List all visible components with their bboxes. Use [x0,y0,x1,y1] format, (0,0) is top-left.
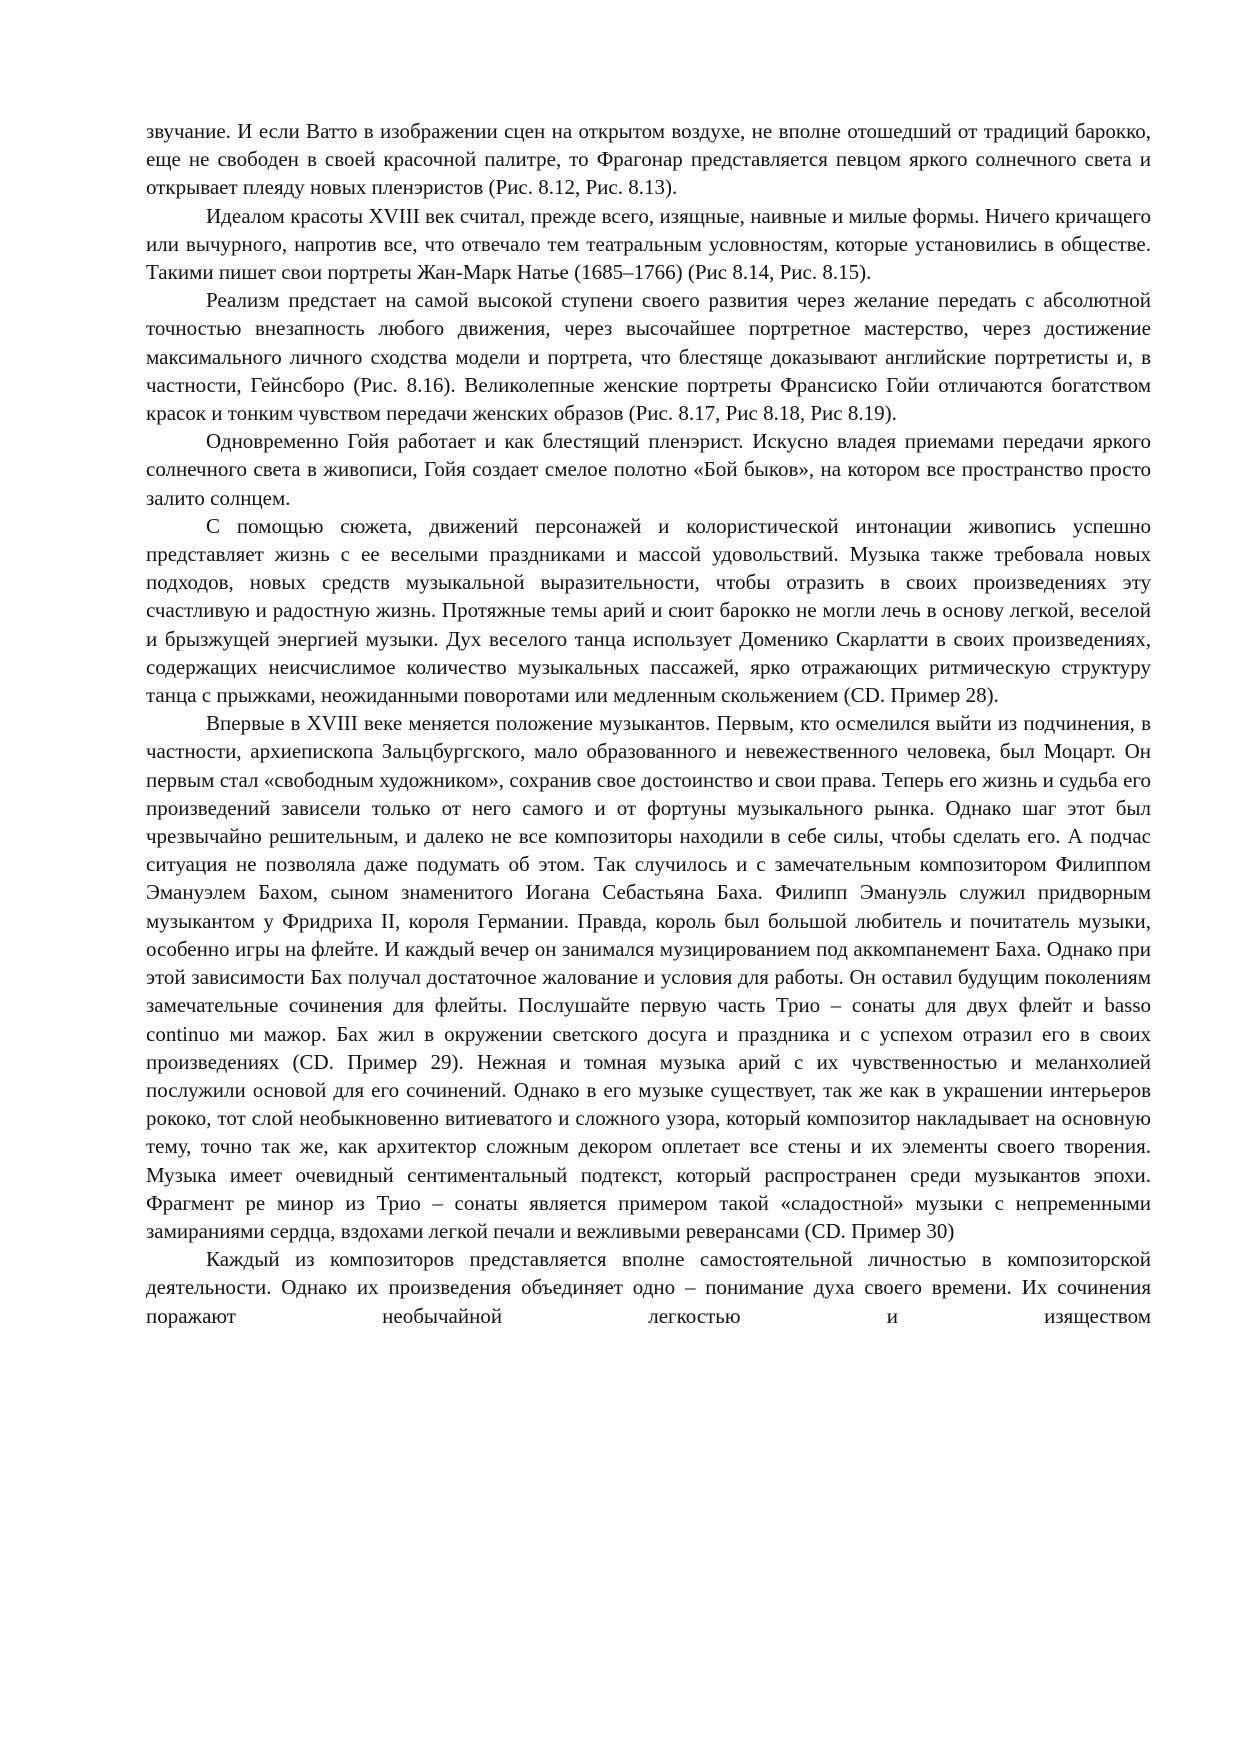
paragraph: звучание. И если Ватто в изображении сцен на открытом воздухе, не вполне отошедший от традиций барокко, еще не свободен в своей красочной палитре, то Фрагонар представляется певцом яркого солнечного света и открывает плеяду новых пленэристов (Рис. 8.12, Рис. 8.13). [146,119,1151,200]
paragraph: Реализм предстает на самой высокой ступени своего развития через желание передать с абсолютной точностью внезапность любого движения, через высочайшее портретное мастерство, через достижение максимального личного сходства модели и портрета, что блестяще доказывают английские портретисты и, в частности, Гейнсборо (Рис. 8.16). Великолепные женские портреты Франсиско Гойи отличаются богатством красок и тонким чувством передачи женских образов (Рис. 8.17, Рис 8.18, Рис 8.19). [146,288,1151,426]
paragraph: Каждый из композиторов представляется вполне самостоятельной личностью в композиторской деятельности. Однако их произведения объединяет одно – понимание духа своего времени. Их сочинения поражают необычайной легкостью и изяществом [146,1247,1151,1328]
paragraph: Впервые в XVIII веке меняется положение музыкантов. Первым, кто осмелился выйти из подчинения, в частности, архиепископа Зальцбургского, мало образованного и невежественного человека, был Моцарт. Он первым стал «свободным художником», сохранив свое достоинство и свои права. Теперь его жизнь и судьба его произведений зависели только от него самого и от фортуны музыкального рынка. Однако шаг этот был чрезвычайно решительным, и далеко не все композиторы находили в себе силы, чтобы сделать его. А подчас ситуация не позволяла даже подумать об этом. Так случилось и с замечательным композитором Филиппом Эмануэлем Бахом, сыном знаменитого Иогана Себастьяна Баха. Филипп Эмануэль служил придворным музыкантом у Фридриха II, короля Германии. Правда, король был большой любитель и почитатель музыки, особенно игры на флейте. И каждый вечер он занимался музицированием под аккомпанемент Баха. Однако при этой зависимости Бах получал достаточное жалование и условия для работы. Он оставил будущим поколениям замечательные сочинения для флейты. Послушайте первую часть Трио – сонаты для двух флейт и basso continuo ми мажор. Бах жил в окружении светского досуга и праздника и с успехом отразил его в своих произведениях (CD. Пример 29). Нежная и томная музыка арий с их чувственностью и меланхолией послужили основой для его сочинений. Однако в его музыке существует, так же как в украшении интерьеров рококо, тот слой необыкновенно витиеватого и сложного узора, который композитор накладывает на основную тему, точно так же, как архитектор сложным декором оплетает все стены и их элементы своего творения. Музыка имеет очевидный сентиментальный подтекст, который распространен среди музыкантов эпохи. Фрагмент ре минор из Трио – сонаты является примером такой «сладостной» музыки с непременными замираниями сердца, вздохами легкой печали и вежливыми реверансами (CD. Пример 30) [146,711,1151,1243]
document-page [146,117,1151,1330]
paragraph: Одновременно Гойя работает и как блестящий пленэрист. Искусно владея приемами передачи яркого солнечного света в живописи, Гойя создает смелое полотно «Бой быков», на котором все пространство просто залито солнцем. [146,429,1151,510]
paragraph: С помощью сюжета, движений персонажей и колористической интонации живопись успешно представляет жизнь с ее веселыми праздниками и массой удовольствий. Музыка также требовала новых подходов, новых средств музыкальной выразительности, чтобы отразить в своих произведениях эту счастливую и радостную жизнь. Протяжные темы арий и сюит барокко не могли лечь в основу легкой, веселой и брызжущей энергией музыки. Дух веселого танца использует Доменико Скарлатти в своих произведениях, содержащих неисчислимое количество музыкальных пассажей, ярко отражающих ритмическую структуру танца с прыжками, неожиданными поворотами или медленным скольжением (CD. Пример 28). [146,513,1151,708]
paragraph: Идеалом красоты XVIII век считал, прежде всего, изящные, наивные и милые формы. Ничего кричащего или вычурного, напротив все, что отвечало тем театральным условностям, которые установились в обществе. Такими пишет свои портреты Жан-Марк Натье (1685–1766) (Рис 8.14, Рис. 8.15). [146,203,1151,285]
